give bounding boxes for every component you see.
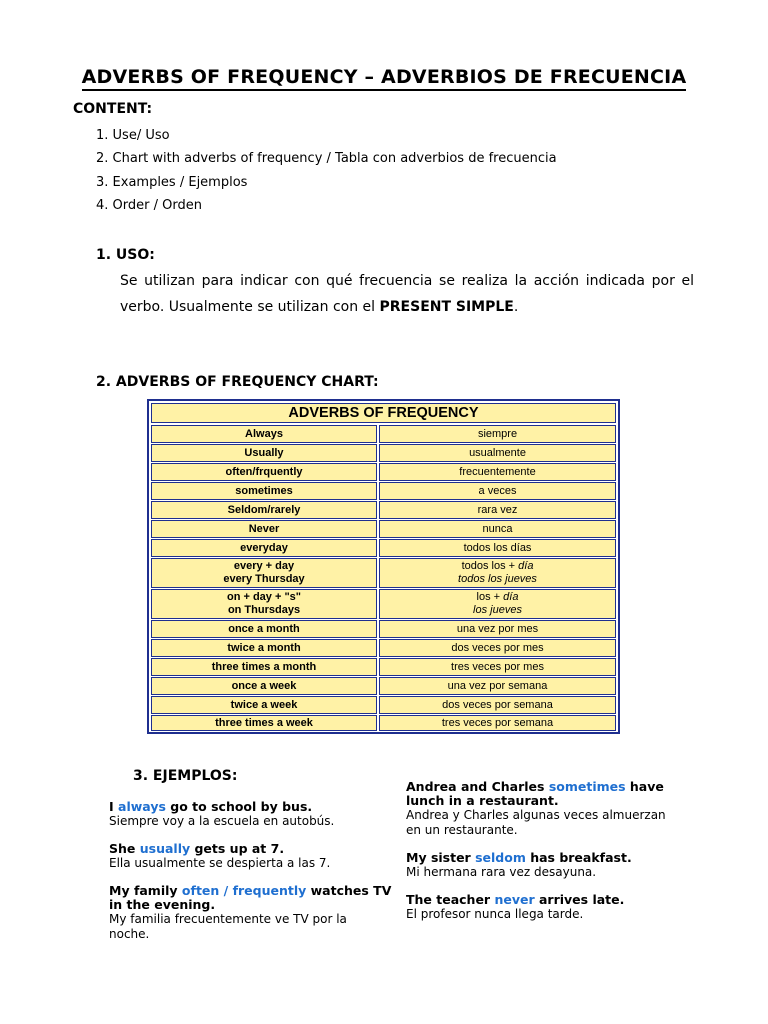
example-english: I always go to school by bus. xyxy=(109,799,313,814)
table-cell-english: twice a week xyxy=(151,696,377,714)
table-cell-spanish: siempre xyxy=(379,425,616,443)
section-chart-heading-text: 2. ADVERBS OF FREQUENCY CHART xyxy=(96,374,374,390)
adverb-highlight: usually xyxy=(139,841,191,856)
section-chart-heading: 2. ADVERBS OF FREQUENCY CHART: xyxy=(96,374,379,390)
table-cell-spanish: frecuentemente xyxy=(379,463,616,481)
example-spanish: Ella usualmente se despierta a las 7. xyxy=(109,856,331,870)
example-spanish: Siempre voy a la escuela en autobús. xyxy=(109,814,335,828)
example-spanish: Mi hermana rara vez desayuna. xyxy=(406,865,597,879)
example-spanish: Andrea y Charles algunas veces almuerzan xyxy=(406,808,666,822)
table-cell-spanish: tres veces por mes xyxy=(379,658,616,676)
list-item: 2. Chart with adverbs of frequency / Tabla con adverbios de frecuencia xyxy=(96,151,557,166)
list-item: 4. Order / Orden xyxy=(96,198,202,213)
table-cell-spanish: tres veces por semana xyxy=(379,715,616,731)
table-cell-english: sometimes xyxy=(151,482,377,500)
example-english: My sister seldom has breakfast. xyxy=(406,850,632,865)
list-item: 1. Use/ Uso xyxy=(96,128,170,143)
section-uso-paragraph xyxy=(120,268,694,320)
table-cell-english: twice a month xyxy=(151,639,377,657)
example-sentence xyxy=(109,884,391,942)
example-english: She usually gets up at 7. xyxy=(109,841,285,856)
table-cell-english: once a week xyxy=(151,677,377,695)
example-spanish: El profesor nunca llega tarde. xyxy=(406,907,584,921)
section-uso-heading-text: 1. USO xyxy=(96,247,150,263)
example-spanish: My familia frecuentemente ve TV por la xyxy=(109,912,347,926)
table-cell-english: every + day every Thursday xyxy=(151,558,377,588)
example-english: The teacher never arrives late. xyxy=(406,892,625,907)
example-english: Andrea and Charles sometimes have xyxy=(406,779,664,794)
table-cell-english: on + day + "s" on Thursdays xyxy=(151,589,377,619)
table-cell-english: three times a month xyxy=(151,658,377,676)
table-cell-spanish: una vez por semana xyxy=(379,677,616,695)
example-spanish-cont: noche. xyxy=(109,927,150,941)
list-item: 3. Examples / Ejemplos xyxy=(96,175,248,190)
table-cell-spanish: una vez por mes xyxy=(379,620,616,638)
example-sentence xyxy=(109,842,330,871)
section-uso-heading: 1. USO: xyxy=(96,247,155,263)
content-heading: CONTENT: xyxy=(73,101,153,117)
example-sentence xyxy=(406,851,632,880)
table-cell-spanish: dos veces por mes xyxy=(379,639,616,657)
table-cell-spanish: nunca xyxy=(379,520,616,538)
uso-text: Se utilizan para indicar con qué frecuencia se realiza la acción indicada por el verbo. Usualmente se utilizan con el xyxy=(120,273,694,315)
frequency-table xyxy=(147,399,620,734)
table-cell-english: Usually xyxy=(151,444,377,462)
example-english: My family often / frequently watches TV xyxy=(109,883,392,898)
adverb-highlight: always xyxy=(118,799,166,814)
table-cell-spanish: rara vez xyxy=(379,501,616,519)
adverb-highlight: never xyxy=(494,892,535,907)
example-english-cont: in the evening. xyxy=(109,897,216,912)
section-examples-heading-text: 3. EJEMPLOS xyxy=(133,768,232,784)
table-cell-spanish: dos veces por semana xyxy=(379,696,616,714)
page-title xyxy=(0,66,768,88)
section-examples-heading: 3. EJEMPLOS: xyxy=(133,768,238,784)
table-cell-spanish: los + día los jueves xyxy=(379,589,616,619)
table-cell-spanish: todos los días xyxy=(379,539,616,557)
table-cell-spanish: todos los + día todos los jueves xyxy=(379,558,616,588)
table-cell-english: once a month xyxy=(151,620,377,638)
table-cell-english: Seldom/rarely xyxy=(151,501,377,519)
table-cell-english: three times a week xyxy=(151,715,377,731)
adverb-highlight: seldom xyxy=(475,850,526,865)
table-cell-spanish: a veces xyxy=(379,482,616,500)
table-cell-english: everyday xyxy=(151,539,377,557)
adverb-highlight: sometimes xyxy=(548,779,626,794)
table-cell-english: Always xyxy=(151,425,377,443)
page-title-text: ADVERBS OF FREQUENCY – ADVERBIOS DE FRECUENCIA xyxy=(82,66,687,91)
example-sentence xyxy=(406,893,624,922)
uso-text-end: . xyxy=(513,299,519,315)
adverb-highlight: often / frequently xyxy=(181,883,307,898)
example-english-cont: lunch in a restaurant. xyxy=(406,793,559,808)
example-sentence xyxy=(109,800,334,829)
table-cell-english: often/frquently xyxy=(151,463,377,481)
table-title: ADVERBS OF FREQUENCY xyxy=(151,403,616,423)
table-cell-english: Never xyxy=(151,520,377,538)
content-label: CONTENT xyxy=(73,101,147,117)
uso-text-bold: PRESENT SIMPLE xyxy=(379,299,514,315)
example-sentence xyxy=(406,780,666,838)
example-spanish-cont: en un restaurante. xyxy=(406,823,518,837)
table-cell-spanish: usualmente xyxy=(379,444,616,462)
